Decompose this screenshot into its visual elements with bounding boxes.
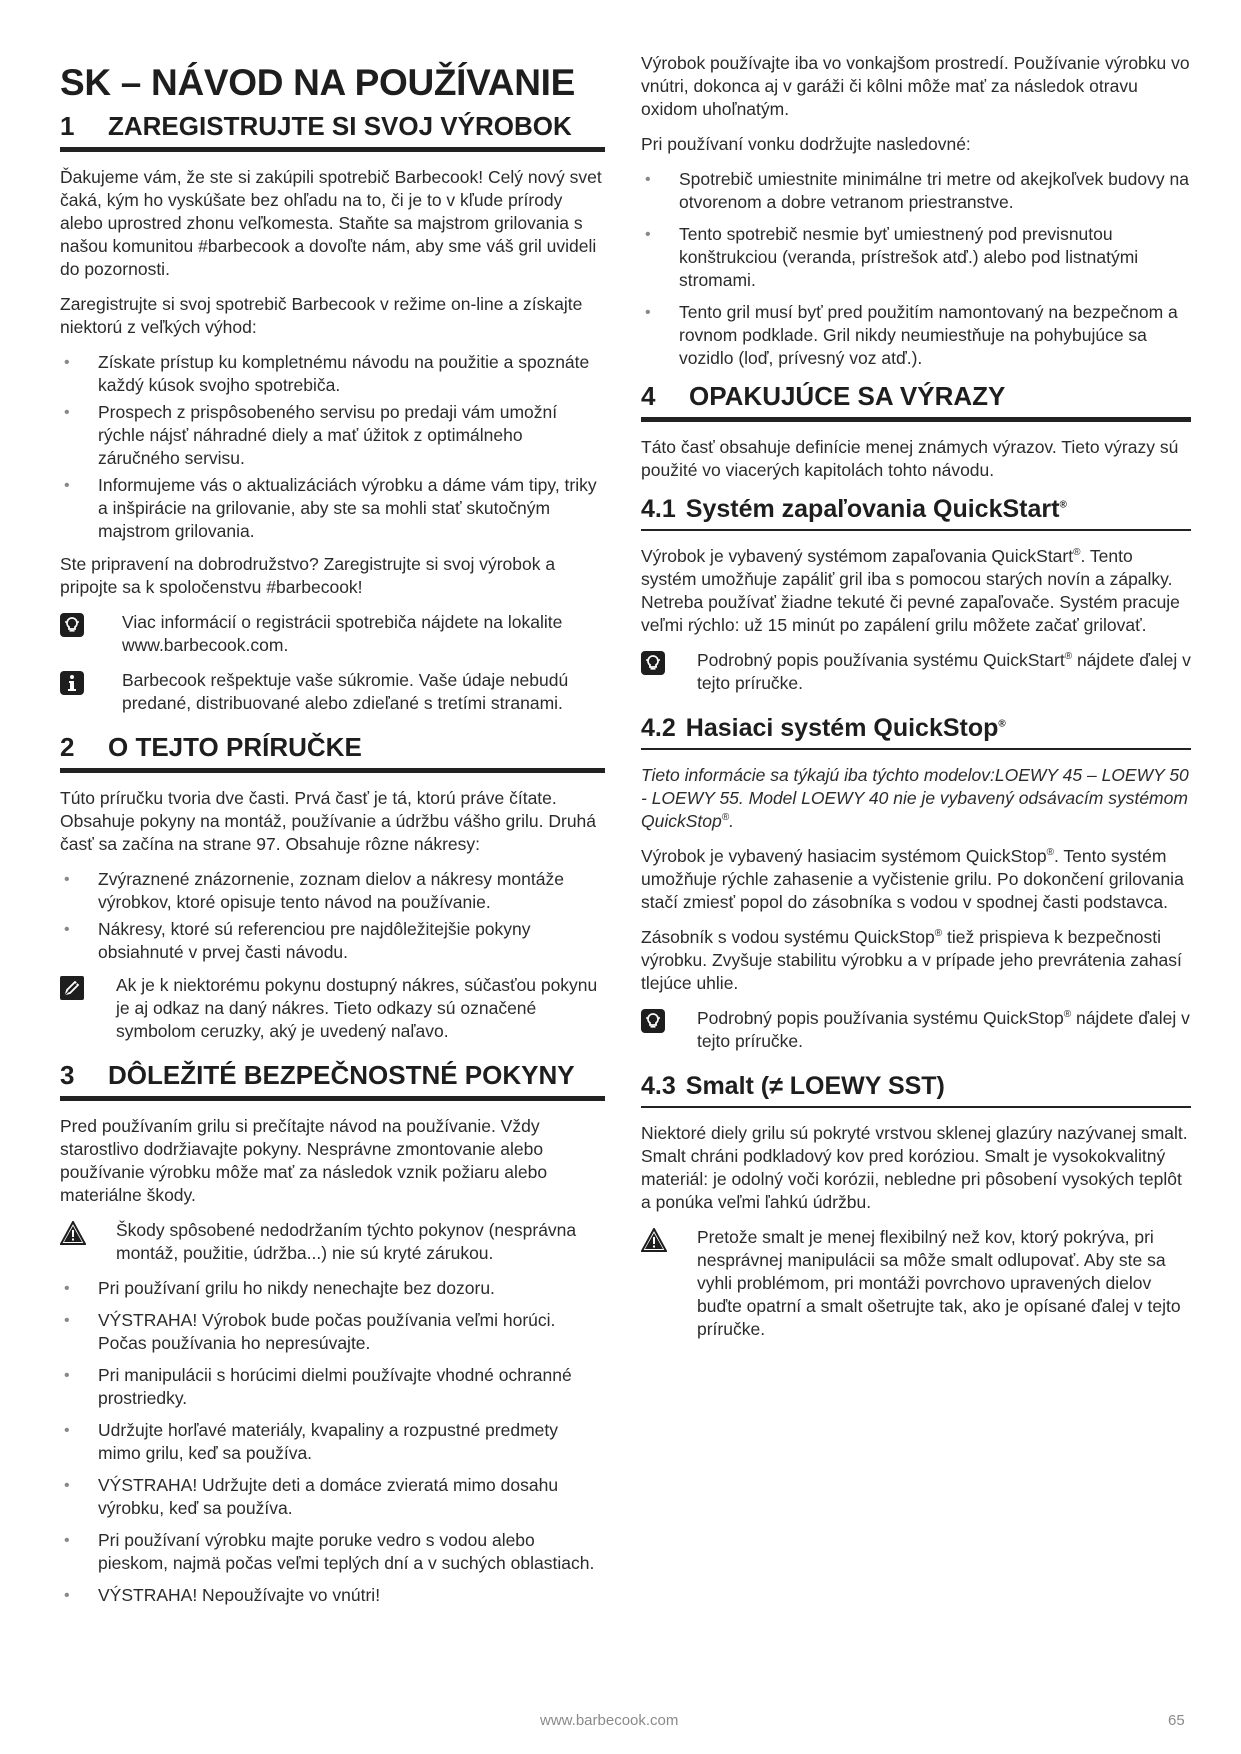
section-title: OPAKUJÚCE SA VÝRAZY: [689, 381, 1006, 411]
page-title: SK – NÁVOD NA POUŽÍVANIE: [60, 62, 575, 103]
registered-mark: ®: [1046, 847, 1054, 859]
paragraph: [641, 845, 1191, 914]
registered-mark: ®: [1064, 651, 1073, 663]
note-text: Pretože smalt je menej flexibilný než kov, ktorý pokrýva, pri nesprávnej manipulácii sa môže smalt odlupovať. Aby ste sa vyhli problémom, pri montáži povrchovo upravených dielov buďte opatrní a smalt ošetrujte tak, ako je opísané ďalej v tejto príručke.: [697, 1226, 1181, 1339]
text-run: Výrobok je vybavený systémom zapaľovania QuickStart: [641, 545, 1074, 566]
section-4-1-heading: [641, 494, 1191, 531]
registered-mark: ®: [1073, 547, 1081, 559]
list-item: • Zvýraznené znázornenie, zoznam dielov a nákresy montáže výrobkov, ktoré opisuje tento návod na používanie.: [60, 868, 605, 914]
registered-mark: ®: [998, 718, 1006, 730]
paragraph: [641, 545, 1191, 637]
section-title: O TEJTO PRÍRUČKE: [108, 731, 362, 762]
paragraph: Ďakujeme vám, že ste si zakúpili spotrebič Barbecook! Celý nový svet čaká, kým ho vyskúšate bez ohľadu na to, či je to v kľude prírody alebo uprostred zhonu veľkomesta. Staňte sa majstrom grilovania s našou komunitou #barbecook a dovoľte nám, aby sme váš gril uvideli do pozornosti.: [60, 166, 602, 279]
list-item: • Nákresy, ktoré sú referenciou pre najdôležitejšie pokyny obsiahnuté v prvej časti návodu.: [60, 918, 605, 964]
paragraph: Niektoré diely grilu sú pokryté vrstvou sklenej glazúry nazývanej smalt. Smalt chráni podkladový kov pred koróziou. Smalt je vysokokvalitný materiál: je odolný voči korózii, nebledne pri pôsobení vysokých teplôt a ponúka veľmi ľahkú údržbu.: [641, 1122, 1188, 1212]
registered-mark: ®: [934, 928, 943, 940]
bullet-list: [641, 168, 1191, 370]
note-text: Ak je k niektorému pokynu dostupný nákres, súčasťou pokynu je aj odkaz na daný nákres. Tieto odkazy sú označené symbolom ceruzky, aký je uvedený naľavo.: [116, 974, 598, 1041]
section-number: 4.1: [641, 494, 676, 523]
paragraph: Táto časť obsahuje definície menej známych výrazov. Tieto výrazy sú použité vo viacerých kapitolách tohto návodu.: [641, 436, 1179, 480]
text-run: nájdete ďalej v tejto príručke.: [697, 1007, 1190, 1051]
warning-note: [641, 1226, 1191, 1341]
right-column: [641, 52, 1191, 1353]
note-text: [697, 649, 1191, 695]
list-item: • Pri používaní grilu ho nikdy nenechajte bez dozoru.: [60, 1277, 605, 1300]
note-text: Barbecook rešpektuje vaše súkromie. Vaše údaje nebudú predané, distribuované alebo zdieľané s tretími stranami.: [122, 669, 569, 713]
list-item: • Pri používaní výrobku majte poruke vedro s vodou alebo pieskom, najmä počas veľmi teplých dní a v suchých oblastiach.: [60, 1529, 605, 1575]
section-4-heading: [641, 382, 1191, 422]
paragraph: Túto príručku tvoria dve časti. Prvá časť je tá, ktorú práve čítate. Obsahuje pokyny na montáž, používanie a údržbu vášho grilu. Druhá časť sa začína na strane 97. Obsahuje rôzne nákresy:: [60, 787, 597, 854]
list-item: • Získate prístup ku kompletnému návodu na použitie a spoznáte každý kúsok svojho spotrebiča.: [60, 351, 605, 397]
section-4-3-heading: [641, 1071, 1191, 1108]
text-run: Výrobok je vybavený hasiacim systémom QuickStop: [641, 845, 1047, 866]
registered-mark: ®: [1059, 499, 1067, 511]
list-item: • Prospech z prispôsobeného servisu po predaji vám umožní rýchle nájsť náhradné diely a mať úžitok z optimálneho záručného servisu.: [60, 401, 605, 470]
lightbulb-icon: [641, 651, 665, 675]
section-title: Smalt (≠ LOEWY SST): [685, 1071, 945, 1100]
lightbulb-icon: [641, 1009, 665, 1033]
warning-note: [60, 1219, 605, 1265]
section-title: ZAREGISTRUJTE SI SVOJ VÝROBOK: [108, 111, 572, 141]
section-number: 4.2: [641, 713, 676, 742]
pencil-note: [60, 974, 605, 1043]
note-text: Viac informácií o registrácii spotrebiča nájdete na lokalite www.barbecook.com.: [122, 611, 563, 655]
tip-note: [641, 649, 1191, 695]
text-run: . Tento systém umožňuje rýchle zahasenie a vyčistenie grilu. Po dokončení grilovania stačí zmiesť popol do zásobníka s vodou v spodnej časti podstavca.: [641, 845, 1184, 912]
bullet-list: [60, 868, 605, 964]
section-2-heading: [60, 733, 605, 773]
tip-note: [641, 1007, 1191, 1053]
list-item: • Tento gril musí byť pred použitím namontovaný na bezpečnom a rovnom podklade. Gril nikdy neumiestňuje na pohybujúce sa vozidlo (loď, prívesný voz atď.).: [641, 301, 1191, 370]
page-number: 65: [1168, 1712, 1185, 1729]
paragraph: Ste pripravení na dobrodružstvo? Zaregistrujte si svoj výrobok a pripojte sa k spoločenstvu #barbecook!: [60, 553, 556, 597]
section-number: 4: [641, 381, 656, 411]
paragraph: Zaregistrujte si svoj spotrebič Barbecook v režime on-line a získajte niektorú z veľkých výhod:: [60, 293, 583, 337]
bullet-list: [60, 1277, 605, 1607]
section-number: 1: [60, 111, 75, 141]
warning-icon: [60, 1221, 84, 1245]
text-run: tiež prispieva k bezpečnosti výrobku. Zvyšuje stabilitu výrobku a v prípade jeho prevrátenia zahasí tlejúce uhlie.: [641, 926, 1182, 993]
lightbulb-icon: [60, 613, 84, 637]
paragraph: Pred používaním grilu si prečítajte návod na používanie. Vždy starostlivo dodržiavajte pokyny. Nesprávne zmontovanie alebo používanie výrobku môže mať za následok vznik požiaru alebo materiálne škody.: [60, 1115, 548, 1205]
note-text: [697, 1007, 1191, 1053]
info-icon: [60, 671, 84, 695]
paragraph: Pri používaní vonku dodržujte nasledovné:: [641, 134, 971, 154]
list-item: • Tento spotrebič nesmie byť umiestnený pod previsnutou konštrukciou (veranda, prístrešok atď.) alebo pod listnatými stromami.: [641, 223, 1191, 292]
section-3-heading: [60, 1061, 605, 1101]
text-run: Tieto informácie sa týkajú iba týchto modelov:LOEWY 45 – LOEWY 50 - LOEWY 55. Model LOEWY 40 nie je vybavený odsávacím systémom QuickStop: [641, 764, 1189, 831]
text-run: Podrobný popis používania systému QuickStop: [697, 1007, 1064, 1028]
text-run: Zásobník s vodou systému QuickStop: [641, 926, 935, 947]
paragraph: Výrobok používajte iba vo vonkajšom prostredí. Používanie výrobku vo vnútri, dokonca aj v garáži či kôlni môže mať za následok otravu oxidom uhoľnatým.: [641, 53, 1190, 119]
section-1-heading: [60, 112, 605, 152]
section-number: 3: [60, 1059, 75, 1090]
info-note: [60, 669, 605, 715]
italic-paragraph: [641, 764, 1191, 833]
section-4-2-heading: [641, 713, 1191, 750]
text-run: . Tento systém umožňuje zapáliť gril iba s pomocou starých novín a zápalky. Netreba používať žiadne tekuté či pevné zapaľovače. Systém pracuje veľmi rýchlo: už 15 minút po zapálení grilu môžete začať grilovať.: [641, 545, 1180, 635]
list-item: • Udržujte horľavé materiály, kvapaliny a rozpustné predmety mimo grilu, keď sa používa.: [60, 1419, 605, 1465]
list-item: • Pri manipulácii s horúcimi dielmi používajte vhodné ochranné prostriedky.: [60, 1364, 605, 1410]
pencil-icon: [60, 976, 84, 1000]
tip-note: [60, 611, 605, 657]
section-title: Hasiaci systém QuickStop: [685, 713, 999, 742]
text-run: nájdete ďalej v tejto príručke.: [697, 649, 1191, 693]
note-text: Škody spôsobené nedodržaním týchto pokynov (nesprávna montáž, použitie, údržba...) nie sú kryté zárukou.: [116, 1219, 577, 1263]
section-title: DÔLEŽITÉ BEZPEČNOSTNÉ POKYNY: [108, 1059, 575, 1090]
section-number: 2: [60, 731, 75, 762]
bullet-list: [60, 351, 605, 543]
footer-url: www.barbecook.com: [540, 1712, 679, 1729]
paragraph: [641, 926, 1191, 995]
list-item: • VÝSTRAHA! Udržujte deti a domáce zvieratá mimo dosahu výrobku, keď sa používa.: [60, 1474, 605, 1520]
list-item: • Informujeme vás o aktualizáciách výrobku a dáme vám tipy, triky a inšpirácie na grilovanie, aby ste sa mohli stať skutočným majstrom grilovania.: [60, 474, 605, 543]
text-run: Podrobný popis používania systému QuickStart: [697, 649, 1065, 670]
left-column: [60, 52, 605, 1617]
list-item: • VÝSTRAHA! Nepoužívajte vo vnútri!: [60, 1584, 605, 1607]
list-item: • VÝSTRAHA! Výrobok bude počas používania veľmi horúci. Počas používania ho nepresúvajte.: [60, 1309, 605, 1355]
registered-mark: ®: [1063, 1009, 1072, 1021]
section-title: Systém zapaľovania QuickStart: [685, 494, 1060, 523]
text-run: .: [729, 810, 734, 831]
list-item: • Spotrebič umiestnite minimálne tri metre od akejkoľvek budovy na otvorenom a dobre vetranom priestranstve.: [641, 168, 1191, 214]
warning-icon: [641, 1228, 665, 1252]
section-number: 4.3: [641, 1071, 676, 1100]
registered-mark: ®: [721, 812, 730, 824]
